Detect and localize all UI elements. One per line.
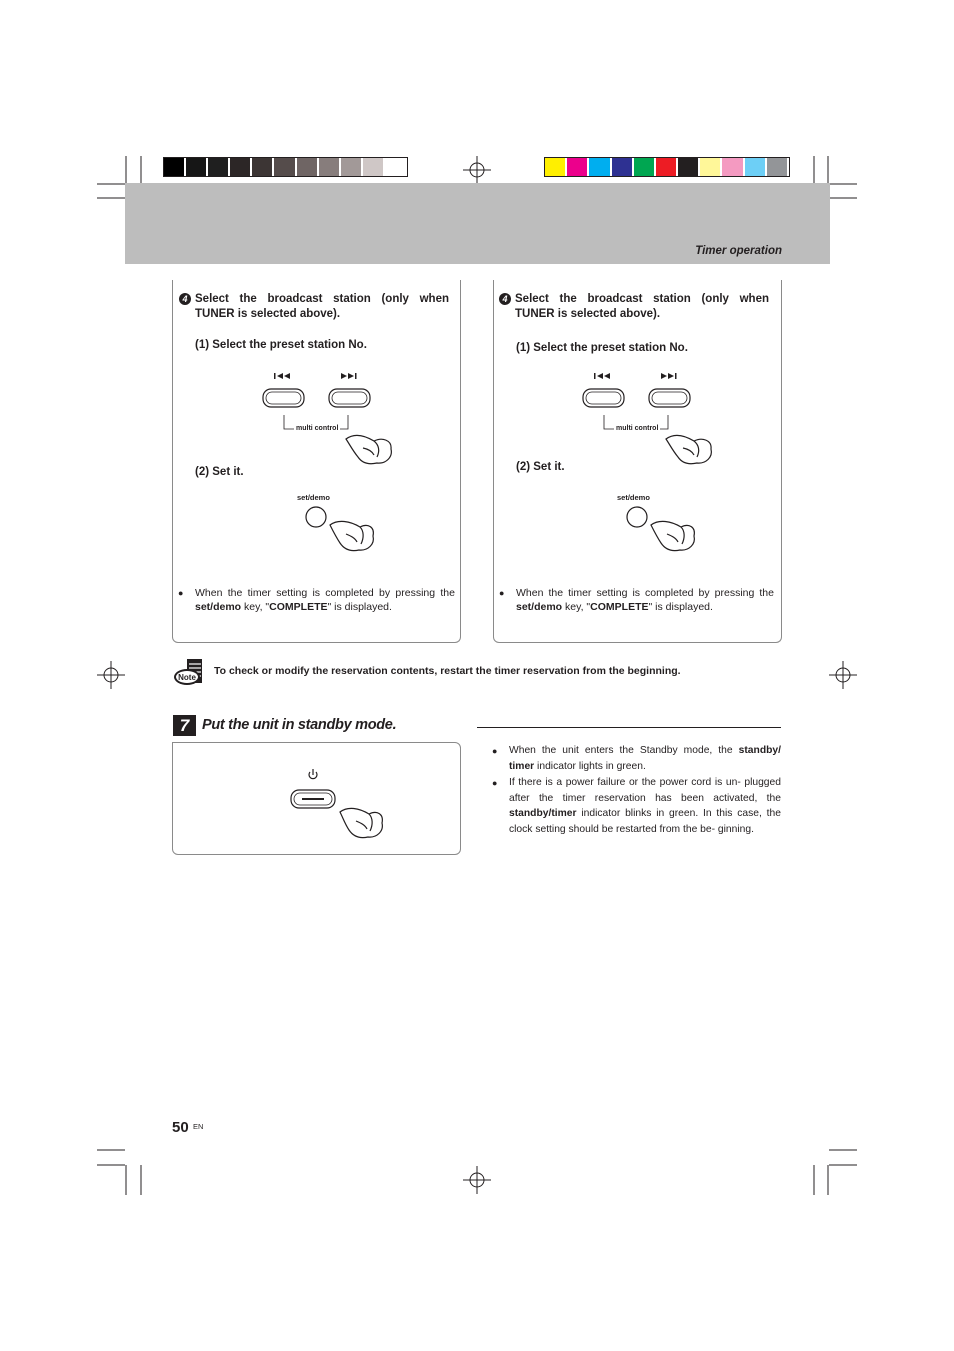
left-multi-control-label: multi control xyxy=(296,425,339,432)
left-step-heading xyxy=(179,292,451,324)
left-set-demo-label: set/demo xyxy=(297,493,330,502)
set-demo-button xyxy=(627,507,647,527)
color-swatch xyxy=(700,158,720,176)
right-set-demo-diagram xyxy=(621,503,701,558)
right-substep-2: (2) Set it. xyxy=(516,461,565,473)
color-swatch xyxy=(545,158,565,176)
step-number: 4 xyxy=(179,293,191,305)
step-heading-text: Select the broadcast station (only when TUNER is selected above). xyxy=(195,293,449,320)
color-swatch xyxy=(612,158,632,176)
step7-bullet-dot-1: ● xyxy=(492,746,498,756)
step7-title: Put the unit in standby mode. xyxy=(202,717,397,733)
step7-rule xyxy=(477,727,781,728)
step7-number: 7 xyxy=(179,716,190,735)
step7-bullet-1: When the unit enters the Standby mode, the standby/ timer indicator lights in green. xyxy=(509,745,781,772)
color-swatch xyxy=(186,158,206,176)
pointing-hand-icon xyxy=(346,435,391,463)
right-substep-1: (1) Select the preset station No. xyxy=(516,342,688,354)
grayscale-bar xyxy=(163,157,408,177)
pointing-hand-icon xyxy=(666,435,711,463)
step-heading-text: Select the broadcast station (only when TUNER is selected above). xyxy=(515,293,769,320)
color-swatch xyxy=(567,158,587,176)
color-swatch xyxy=(208,158,228,176)
color-bar xyxy=(544,157,790,177)
left-substep-1: (1) Select the preset station No. xyxy=(195,339,367,351)
color-swatch xyxy=(274,158,294,176)
note-icon xyxy=(173,656,205,688)
step7-number-box xyxy=(173,715,196,736)
right-bullet-dot: ● xyxy=(499,588,505,598)
skip-forward-icon xyxy=(341,373,357,379)
page-number: 50 xyxy=(172,1119,189,1136)
right-multi-control-diagram xyxy=(570,365,730,470)
step-number: 4 xyxy=(499,293,511,305)
pointing-hand-icon xyxy=(330,521,373,550)
color-swatch xyxy=(656,158,676,176)
left-substep-2: (2) Set it. xyxy=(195,466,244,478)
color-swatch xyxy=(589,158,609,176)
section-title: Timer operation xyxy=(695,245,782,257)
color-swatch xyxy=(722,158,742,176)
color-swatch xyxy=(678,158,698,176)
color-swatch xyxy=(164,158,184,176)
color-swatch xyxy=(252,158,272,176)
skip-back-icon xyxy=(274,373,290,379)
color-swatch xyxy=(341,158,361,176)
color-swatch xyxy=(745,158,765,176)
registration-target-top xyxy=(463,156,491,184)
pointing-hand-icon xyxy=(651,521,694,550)
note-icon-label: Note xyxy=(178,673,196,682)
step7-power-diagram xyxy=(285,765,395,845)
skip-forward-icon xyxy=(661,373,677,379)
power-icon xyxy=(309,769,317,779)
page-language: EN xyxy=(193,1122,204,1131)
left-set-demo-diagram xyxy=(300,503,380,558)
set-demo-button xyxy=(306,507,326,527)
right-step-heading xyxy=(499,292,771,324)
color-swatch xyxy=(634,158,654,176)
color-swatch xyxy=(767,158,787,176)
step7-bullet-dot-2: ● xyxy=(492,778,498,788)
step7-bullet-2: If there is a power failure or the power cord is un- plugged after the timer reservation has been activated, the standby/timer indicator blinks in green. In this case, the clock setting should be restarted from the be- ginning. xyxy=(509,777,781,836)
skip-back-icon xyxy=(594,373,610,379)
registration-target-right xyxy=(829,661,857,689)
left-bullet-dot: ● xyxy=(178,588,184,598)
color-swatch xyxy=(385,158,405,176)
pointing-hand-icon xyxy=(340,808,382,837)
note-text: To check or modify the reservation contents, restart the timer reservation from the beginning. xyxy=(214,665,681,677)
right-bullet-text: When the timer setting is completed by pressing the set/demo key, "COMPLETE" is displayed. xyxy=(516,587,774,613)
registration-target-left xyxy=(97,661,125,689)
color-swatch xyxy=(297,158,317,176)
color-swatch xyxy=(319,158,339,176)
color-swatch xyxy=(230,158,250,176)
right-multi-control-label: multi control xyxy=(616,425,659,432)
color-swatch xyxy=(363,158,383,176)
registration-target-bottom xyxy=(463,1166,491,1194)
left-multi-control-diagram xyxy=(250,365,410,470)
right-set-demo-label: set/demo xyxy=(617,493,650,502)
left-bullet-text: When the timer setting is completed by pressing the set/demo key, "COMPLETE" is displayed. xyxy=(195,587,455,613)
